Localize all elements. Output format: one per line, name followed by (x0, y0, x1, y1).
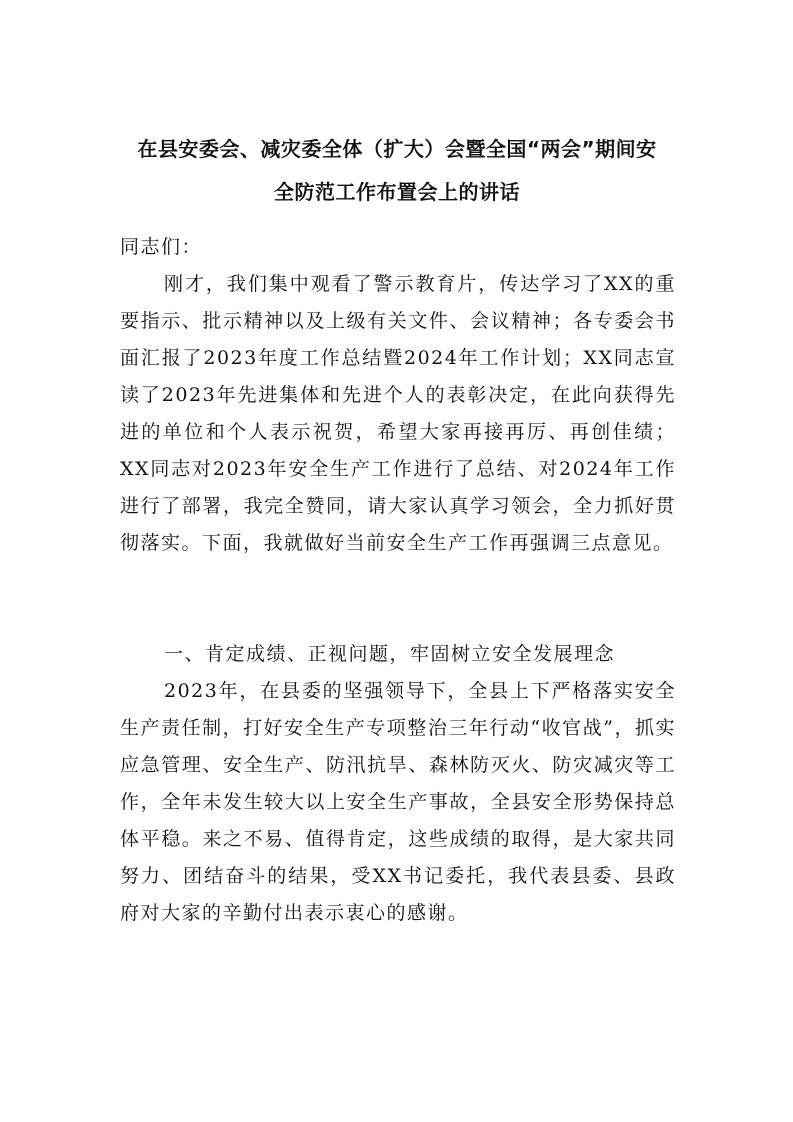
document-title-line-1: 在县安委会、减灾委全体（扩大）会暨全国“两会”期间安 (137, 137, 657, 161)
salutation: 同志们： (120, 236, 203, 258)
section-1-paragraph: 2023年，在县委的坚强领导下，全县上下严格落实安全生产责任制，打好安全生产专项整治三年行动“收官战”，抓实应急管理、安全生产、防汛抗旱、森林防灭火、防灾减灾等工作，全年未发生较大以上安全生产事故，全县安全形势保持总体平稳。来之不易、值得肯定，这些成绩的取得，是大家共同努力、团结奋斗的结果，受XX书记委托，我代表县委、县政府对大家的辛勤付出表示衷心的感谢。 (120, 680, 676, 924)
section-heading-1: 一、肯定成绩、正视问题，牢固树立安全发展理念 (164, 643, 616, 665)
document-title-line-2: 全防范工作布置会上的讲话 (274, 180, 520, 204)
opening-paragraph: 刚才，我们集中观看了警示教育片，传达学习了XX的重要指示、批示精神以及上级有关文件、会议精神；各专委会书面汇报了2023年度工作总结暨2024年工作计划；XX同志宣读了2023年先进集体和先进个人的表彰决定，在此向获得先进的单位和个人表示祝贺，希望大家再接再厉、再创佳绩；XX同志对2023年安全生产工作进行了总结、对2024年工作进行了部署，我完全赞同，请大家认真学习领会，全力抓好贯彻落实。下面，我就做好当前安全生产工作再强调三点意见。 (120, 273, 676, 554)
